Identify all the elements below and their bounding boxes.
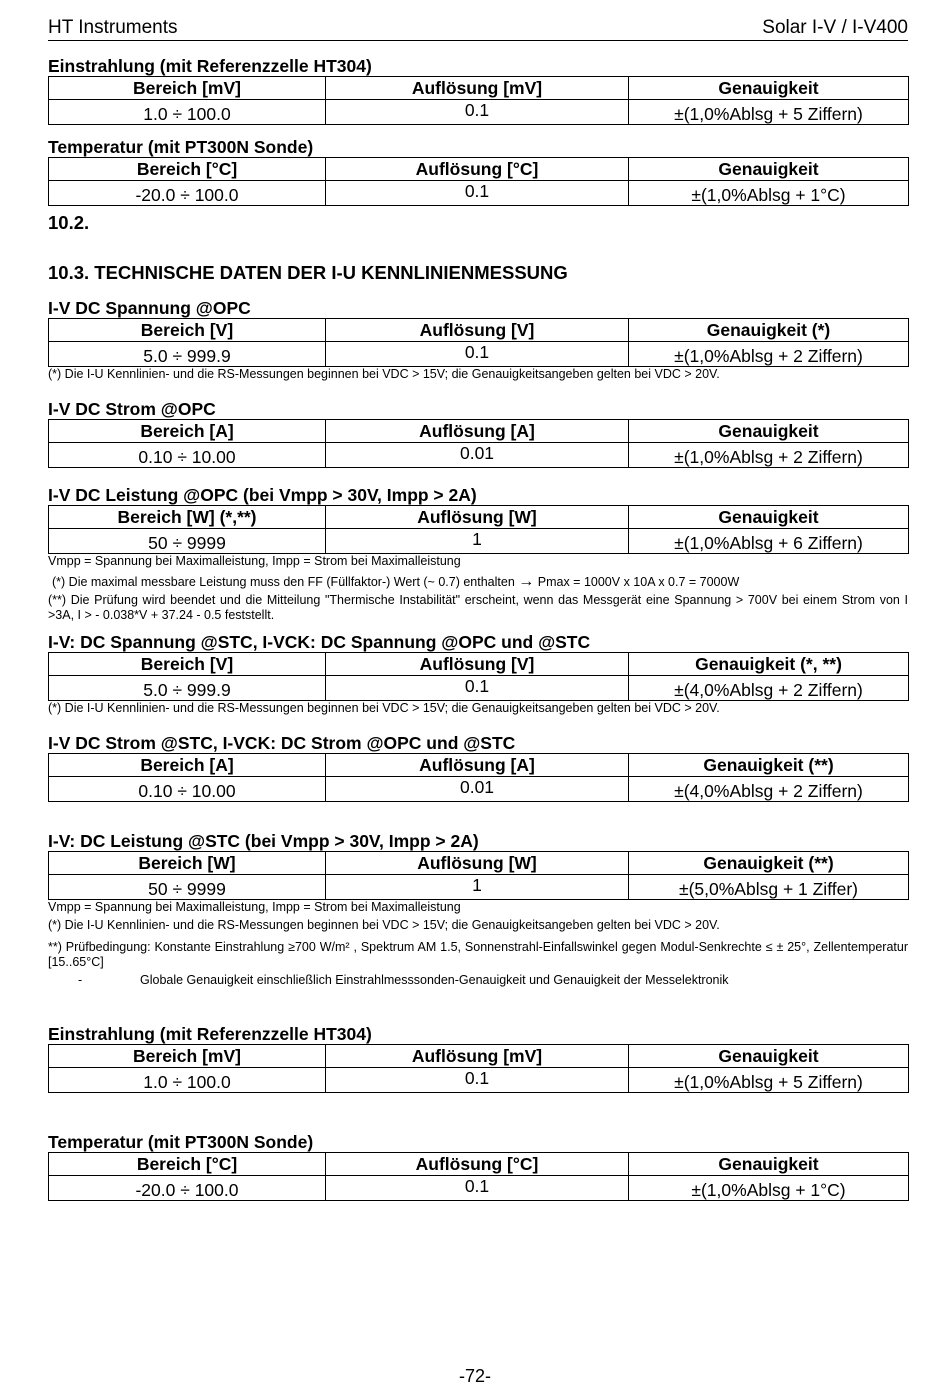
range-cell: 50 ÷ 9999 [49, 529, 326, 554]
spec-table [48, 318, 909, 367]
footnote: **) Prüfbedingung: Konstante Einstrahlung ≥700 W/m² , Spektrum AM 1.5, Sonnenstrahl-Einfallswinkel gegen Modul-Senkrechte ≤ ± 25°, Zellentemperatur [15..65°C] [48, 940, 908, 969]
range-cell: 0.10 ÷ 10.00 [49, 443, 326, 468]
resolution-cell: 0.01 [326, 443, 629, 468]
range-cell: 1.0 ÷ 100.0 [49, 1068, 326, 1093]
col-header: Auflösung [A] [326, 420, 629, 443]
footnote [48, 574, 908, 590]
accuracy-cell: ±(1,0%Ablsg + 1°C) [629, 181, 909, 206]
chapter-10-2: 10.2. [48, 212, 90, 233]
col-header: Auflösung [V] [326, 653, 629, 676]
col-header: Genauigkeit [629, 420, 909, 443]
iv-dc-voltage-opc-block [48, 298, 908, 382]
iv-dc-power-opc-block [48, 485, 908, 623]
iv-dc-current-stc-block [48, 733, 908, 802]
footnote: (**) Die Prüfung wird beendet und die Mitteilung "Thermische Instabilität" erscheint, wenn das Messgerät eine Spannung > 700V bei einem Strom von I >3A, I > - 0.038*V + 37.24 - 0.5 feststellt. [48, 593, 908, 622]
range-cell: -20.0 ÷ 100.0 [49, 1176, 326, 1201]
col-header: Bereich [°C] [49, 158, 326, 181]
iv-dc-power-stc-block [48, 831, 908, 988]
accuracy-cell: ±(4,0%Ablsg + 2 Ziffern) [629, 777, 909, 802]
section-title: Temperatur (mit PT300N Sonde) [48, 137, 314, 157]
accuracy-cell: ±(5,0%Ablsg + 1 Ziffer) [629, 875, 909, 900]
col-header: Genauigkeit (*, **) [629, 653, 909, 676]
col-header: Genauigkeit [629, 158, 909, 181]
range-cell: 1.0 ÷ 100.0 [49, 100, 326, 125]
col-header: Genauigkeit [629, 77, 909, 100]
col-header: Bereich [°C] [49, 1153, 326, 1176]
resolution-cell: 1 [326, 875, 629, 900]
col-header: Auflösung [°C] [326, 1153, 629, 1176]
col-header: Bereich [W] [49, 852, 326, 875]
section-title: I-V DC Spannung @OPC [48, 298, 251, 318]
section-title: Temperatur (mit PT300N Sonde) [48, 1132, 314, 1152]
page-header [48, 17, 908, 41]
col-header: Bereich [A] [49, 420, 326, 443]
resolution-cell: 0.1 [326, 100, 629, 125]
irradiance-block-top [48, 56, 908, 125]
resolution-cell: 0.1 [326, 1068, 629, 1093]
spec-table [48, 753, 909, 802]
page-number: -72- [458, 1366, 491, 1386]
resolution-cell: 0.1 [326, 1176, 629, 1201]
bullet-text: Globale Genauigkeit einschließlich Einstrahlmesssonden-Genauigkeit und Genauigkeit der Messelektronik [140, 973, 729, 987]
section-title: Einstrahlung (mit Referenzzelle HT304) [48, 1024, 372, 1044]
range-cell: -20.0 ÷ 100.0 [49, 181, 326, 206]
resolution-cell: 0.01 [326, 777, 629, 802]
section-title: I-V DC Strom @OPC [48, 399, 216, 419]
col-header: Genauigkeit (*) [629, 319, 909, 342]
col-header: Auflösung [V] [326, 319, 629, 342]
range-cell: 5.0 ÷ 999.9 [49, 676, 326, 701]
spec-table [48, 1152, 909, 1201]
col-header: Auflösung [A] [326, 754, 629, 777]
spec-table [48, 76, 909, 125]
col-header: Auflösung [W] [326, 506, 629, 529]
range-cell: 5.0 ÷ 999.9 [49, 342, 326, 367]
col-header: Bereich [mV] [49, 1045, 326, 1068]
spec-table [48, 652, 909, 701]
section-title: I-V: DC Spannung @STC, I-VCK: DC Spannung @OPC und @STC [48, 632, 591, 652]
col-header: Bereich [mV] [49, 77, 326, 100]
bullet-dash: - [78, 973, 83, 987]
accuracy-cell: ±(4,0%Ablsg + 2 Ziffern) [629, 676, 909, 701]
footnote: (*) Die I-U Kennlinien- und die RS-Messungen beginnen bei VDC > 15V; die Genauigkeitsangeben gelten bei VDC > 20V. [48, 918, 720, 932]
iv-dc-voltage-stc-block [48, 632, 908, 716]
section-title: I-V DC Leistung @OPC (bei Vmpp > 30V, Impp > 2A) [48, 485, 477, 505]
irradiance-block-bottom [48, 1024, 908, 1093]
resolution-cell: 0.1 [326, 342, 629, 367]
col-header: Auflösung [mV] [326, 77, 629, 100]
col-header: Bereich [V] [49, 653, 326, 676]
col-header: Auflösung [°C] [326, 158, 629, 181]
spec-table [48, 505, 909, 554]
col-header: Bereich [W] (*,**) [49, 506, 326, 529]
footnote: (*) Die I-U Kennlinien- und die RS-Messungen beginnen bei VDC > 15V; die Genauigkeitsangeben gelten bei VDC > 20V. [48, 701, 720, 715]
resolution-cell: 0.1 [326, 676, 629, 701]
col-header: Auflösung [W] [326, 852, 629, 875]
section-title: Einstrahlung (mit Referenzzelle HT304) [48, 56, 372, 76]
col-header: Genauigkeit (**) [629, 852, 909, 875]
bullet-item [48, 973, 908, 988]
accuracy-cell: ±(1,0%Ablsg + 2 Ziffern) [629, 443, 909, 468]
resolution-cell: 0.1 [326, 181, 629, 206]
col-header: Genauigkeit (**) [629, 754, 909, 777]
spec-table [48, 851, 909, 900]
footnote-text: (*) Die maximal messbare Leistung muss den FF (Füllfaktor-) Wert (~ 0.7) enthalten [52, 575, 515, 589]
chapter-10-3: 10.3. TECHNISCHE DATEN DER I-U KENNLINIENMESSUNG [48, 262, 568, 283]
footnote: (*) Die I-U Kennlinien- und die RS-Messungen beginnen bei VDC > 15V; die Genauigkeitsangeben gelten bei VDC > 20V. [48, 367, 720, 381]
spec-table [48, 157, 909, 206]
header-brand: HT Instruments [48, 17, 178, 38]
accuracy-cell: ±(1,0%Ablsg + 5 Ziffern) [629, 1068, 909, 1093]
header-product: Solar I-V / I-V400 [762, 17, 908, 38]
col-header: Bereich [A] [49, 754, 326, 777]
footnote: Vmpp = Spannung bei Maximalleistung, Impp = Strom bei Maximalleistung [48, 900, 461, 914]
accuracy-cell: ±(1,0%Ablsg + 5 Ziffern) [629, 100, 909, 125]
spec-table [48, 1044, 909, 1093]
temperature-block-top [48, 137, 908, 206]
temperature-block-bottom [48, 1132, 908, 1201]
resolution-cell: 1 [326, 529, 629, 554]
iv-dc-current-opc-block [48, 399, 908, 468]
accuracy-cell: ±(1,0%Ablsg + 2 Ziffern) [629, 342, 909, 367]
section-title: I-V DC Strom @STC, I-VCK: DC Strom @OPC und @STC [48, 733, 516, 753]
col-header: Genauigkeit [629, 1045, 909, 1068]
col-header: Auflösung [mV] [326, 1045, 629, 1068]
arrow-right-icon: → [518, 573, 535, 590]
col-header: Bereich [V] [49, 319, 326, 342]
range-cell: 50 ÷ 9999 [49, 875, 326, 900]
col-header: Genauigkeit [629, 1153, 909, 1176]
section-title: I-V: DC Leistung @STC (bei Vmpp > 30V, Impp > 2A) [48, 831, 479, 851]
accuracy-cell: ±(1,0%Ablsg + 1°C) [629, 1176, 909, 1201]
footnote-text: Pmax = 1000V x 10A x 0.7 = 7000W [537, 575, 740, 589]
spec-table [48, 419, 909, 468]
footnote: Vmpp = Spannung bei Maximalleistung, Impp = Strom bei Maximalleistung [48, 554, 461, 568]
range-cell: 0.10 ÷ 10.00 [49, 777, 326, 802]
accuracy-cell: ±(1,0%Ablsg + 6 Ziffern) [629, 529, 909, 554]
col-header: Genauigkeit [629, 506, 909, 529]
